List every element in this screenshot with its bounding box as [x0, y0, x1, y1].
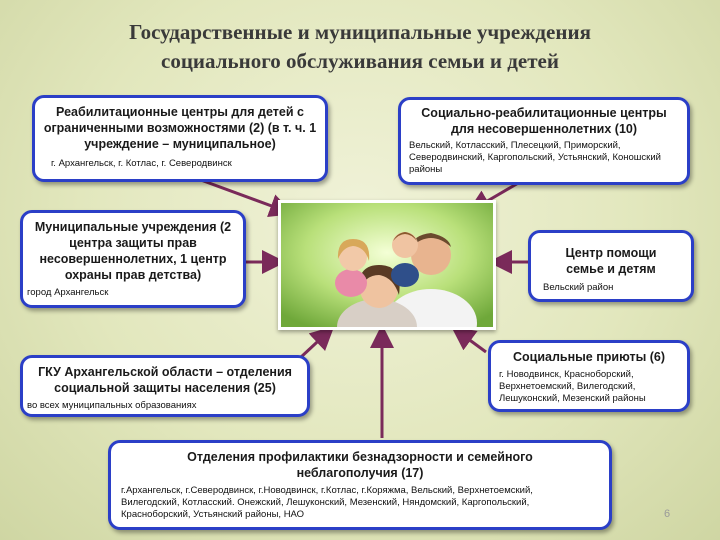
- box-municipal: [20, 210, 246, 308]
- title-line-2: социального обслуживания семьи и детей: [161, 49, 559, 73]
- page-number: 6: [664, 508, 671, 520]
- arrow-shelters: [456, 330, 486, 352]
- box-rehab-children: [32, 95, 328, 182]
- title-line-1: Государственные и муниципальные учреждения: [129, 20, 591, 44]
- box-shelters: [488, 340, 690, 412]
- box-shelters-locations: г. Новодвинск, Красноборский, Верхнетоемский, Вилегодский, Лешуконский, Мезенский районы: [499, 369, 646, 404]
- box-rehab-minors: [398, 97, 690, 185]
- box-gku-location: во всех муниципальных образованиях: [27, 400, 197, 411]
- box-shelters-title: Социальные приюты (6): [512, 350, 666, 364]
- box-rehab-minors-locations: Вельский, Котласский, Плесецкий, Приморский, Северодвинский, Каргопольский, Устьянский, Коношский районы: [409, 140, 661, 175]
- family-photo: [278, 200, 496, 330]
- box-rehab-children-locations: г. Архангельск, г. Котлас, г. Северодвинск: [51, 158, 232, 169]
- box-gku: [20, 355, 310, 417]
- box-rehab-minors-title: Социально-реабилитационные центры для несовершеннолетних (10): [421, 106, 667, 136]
- box-prevention-title: Отделения профилактики безнадзорности и семейного неблагополучия (17): [187, 450, 533, 480]
- box-family-help-title: Центр помощи семье и детям: [565, 246, 657, 276]
- box-rehab-children-title: Реабилитационные центры для детей с ограниченными возможностями (2) (в т. ч. 1 учреждение – муниципальное): [43, 105, 317, 151]
- box-municipal-title: Муниципальные учреждения (2 центра защиты прав несовершеннолетних, 1 центр охраны прав детства): [34, 220, 232, 282]
- arrow-gku: [300, 330, 330, 358]
- family-image: [281, 203, 493, 327]
- box-municipal-location: город Архангельск: [27, 287, 109, 298]
- box-prevention: [108, 440, 612, 530]
- box-gku-title: ГКУ Архангельской области – отделения социальной защиты населения (25): [38, 365, 292, 395]
- box-prevention-locations: г.Архангельск, г.Северодвинск, г.Новодвинск, г.Котлас, г.Коряжма, Вельский, Верхнетоемский, Вилегодский, Котласский. Онежский, Лешуконский, Мезенский, Няндомский, Каргопольский, Красноборский, Устьянский районы, НАО: [121, 485, 533, 520]
- box-family-help-location: Вельский район: [543, 282, 614, 293]
- box-family-help: [528, 230, 694, 302]
